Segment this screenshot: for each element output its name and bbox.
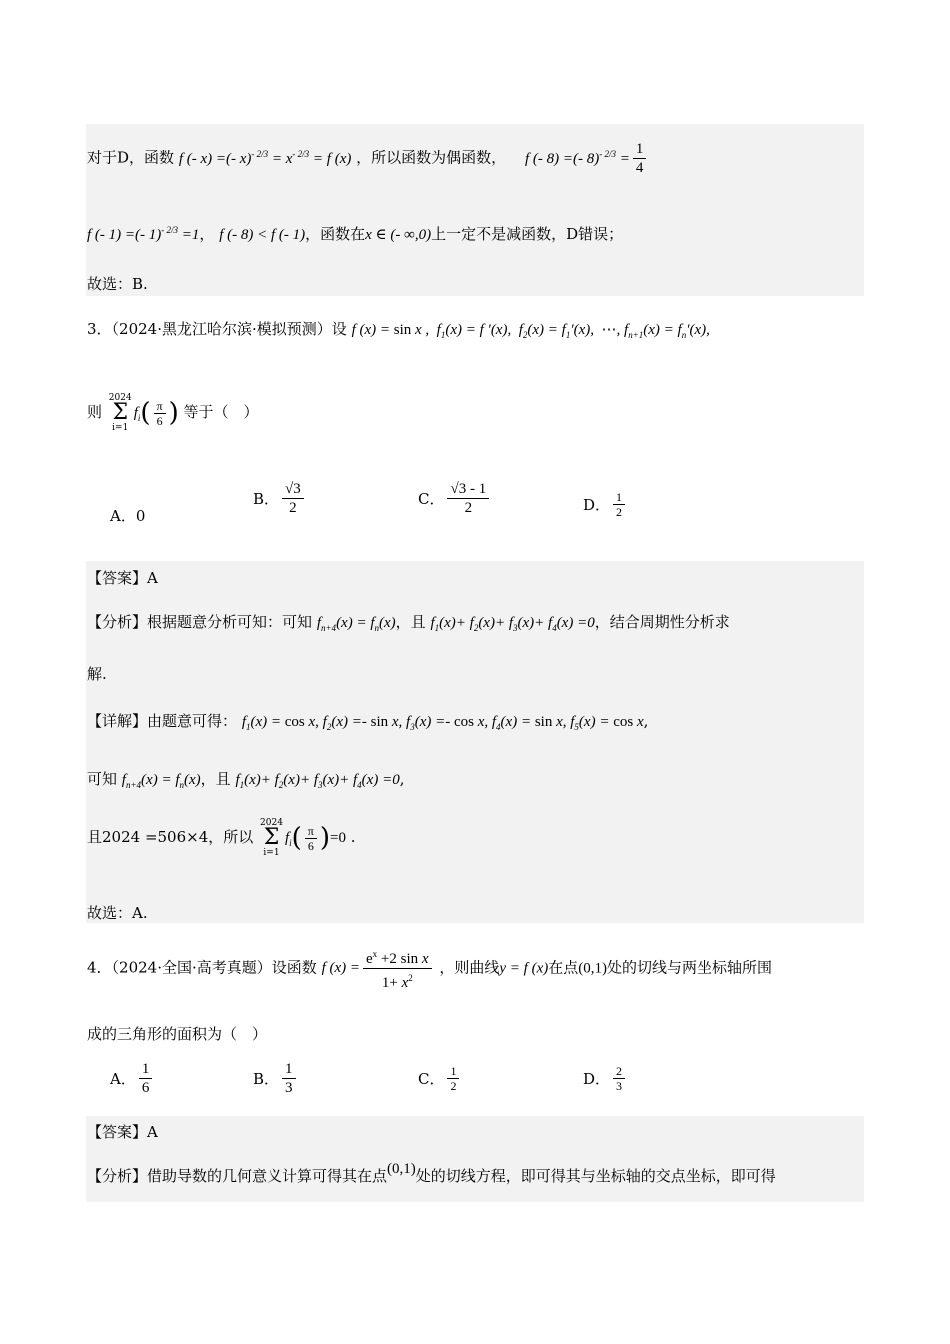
block1-conclusion: 故选：B. bbox=[87, 275, 148, 293]
formula-period: $f_{n+4}(x) = f_n(x)$ bbox=[316, 615, 396, 633]
a4-analysis: 【分析】借助导数的几何意义计算可得其在点(0,1)处的切线方程，即可得其与坐标轴的交点坐标，即可得 bbox=[87, 1161, 776, 1185]
q3-option-c[interactable]: C． $\frac{√3 - 1}{2}$ bbox=[418, 480, 492, 517]
q3-line1: 3．（2024·黑龙江哈尔滨·模拟预测）设 f (x) = sin x , $f_1(x) = f$ ′(x), $f_2(x) = f_1'(x)$, ⋯, $f_{n+1}(x) = f_n'(x)$, bbox=[87, 320, 710, 340]
formula-interval: x ∈ (- ∞,0) bbox=[365, 227, 432, 243]
formula-curve: y = f (x) bbox=[499, 960, 549, 977]
a3-line-c: 且2024 =506×4，所以 2024 Σ i=1 $f_i$( $\frac{\pi}{6}$ )=0 . bbox=[87, 818, 356, 858]
formula-inequality: f (- 8) < f (- 1) bbox=[219, 227, 306, 243]
formula-f-neg8: f (- 8) =(- 8)$^{- 2/3}$ = bbox=[524, 148, 630, 167]
formula-period-2: $f_{n+4}(x) = f_n(x)$ bbox=[121, 772, 201, 790]
a3-answer: 【答案】A bbox=[87, 569, 158, 587]
a3-analysis: 【分析】根据题意分析可知：可知 $f_{n+4}(x) = f_n(x)$，且 $f_1(x)+ f_2(x)+ f_3(x)+ f_4(x) =0$，结合周期性分析求 bbox=[87, 613, 730, 633]
q4-option-a[interactable]: A． $\frac{1}{6}$ bbox=[110, 1060, 155, 1097]
q4-line2: 成的三角形的面积为（ ） bbox=[87, 1025, 268, 1043]
q4-option-d[interactable]: D． $\frac{2}{3}$ bbox=[583, 1064, 628, 1093]
a3-analysis-cont: 解. bbox=[87, 665, 107, 683]
a3-detail: 【详解】由题意可得： $f_1(x) = \cos x$, $f_2(x) =- \sin x$, $f_3(x) =- \cos x$, $f_4(x) = \sin x$, $f_5(x) = \cos x$, bbox=[87, 712, 649, 732]
a3-line-b: 可知 $f_{n+4}(x) = f_n(x)$，且 $f_1(x)+ f_2(x)+ f_3(x)+ f_4(x) =0$, bbox=[87, 770, 405, 790]
sum-symbol-2: 2024 Σ i=1 bbox=[260, 818, 283, 858]
q4-option-b[interactable]: B． $\frac{1}{3}$ bbox=[253, 1060, 299, 1097]
a4-answer: 【答案】A bbox=[87, 1123, 158, 1141]
solution-block-shade-3 bbox=[86, 1116, 864, 1202]
fraction-q4: $\frac{e^x +2 \sin x}{1+ x^2}$ bbox=[363, 945, 432, 992]
fraction-one-quarter: $\frac{1}{4}$ bbox=[633, 140, 647, 177]
q3-line2: 则 2024 Σ i=1 $f_i$( $\frac{\pi}{6}$ ) 等于（ ） bbox=[87, 393, 259, 433]
fraction-pi-over-6: $\frac{\pi}{6}$ bbox=[154, 399, 166, 428]
formula-sum-zero-2: $f_1(x)+ f_2(x)+ f_3(x)+ f_4(x) =0$ bbox=[235, 772, 400, 790]
formula-fi: $f_i$ bbox=[133, 405, 141, 423]
q3-option-a[interactable]: A．0 bbox=[110, 507, 146, 525]
q4-option-c[interactable]: C． $\frac{1}{2}$ bbox=[418, 1064, 462, 1093]
formula-derivatives: $f_1(x) = \cos x$, $f_2(x) =- \sin x$, $f_3(x) =- \cos x$, $f_4(x) = \sin x$, $f_5(x) = \cos x$ bbox=[241, 714, 644, 732]
q3-option-d[interactable]: D． $\frac{1}{2}$ bbox=[583, 490, 628, 519]
q4-line1: 4．（2024·全国·高考真题）设函数 f (x) = $\frac{e^x +2 \sin x}{1+ x^2}$ ，则曲线y = f (x)在点(0,1)处的切线与两坐标轴所围 bbox=[87, 945, 772, 992]
formula-f-neg1: f (- 1) =(- 1)$^{- 2/3}$ =1 bbox=[87, 225, 200, 243]
q3-option-b[interactable]: B． $\frac{√3}{2}$ bbox=[253, 480, 307, 517]
block1-line2: f (- 1) =(- 1)$^{- 2/3}$ =1， f (- 8) < f (- 1)，函数在x ∈ (- ∞,0)上一定不是减函数，D错误； bbox=[87, 225, 624, 243]
block1-line1: 对于D，函数 f (- x) =(- $x)^{- 2/3} = x^{- 2/3} = f$ (x) ，所以函数为偶函数， f (- 8) =(- 8)$^{- 2/3}$ = $\frac{1}{4}$ bbox=[87, 140, 649, 177]
sum-symbol: 2024 Σ i=1 bbox=[108, 393, 132, 433]
formula-q4-function: f (x) = bbox=[321, 960, 360, 976]
formula-sum-zero: $f_1(x)+ f_2(x)+ f_3(x)+ f_4(x) =0$ bbox=[430, 615, 595, 633]
a3-conclusion: 故选：A. bbox=[87, 904, 148, 922]
formula-q3-definitions: f (x) = sin x , $f_1(x) = f$ ′(x), $f_2(x) = f_1'(x)$, ⋯, $f_{n+1}(x) = f_n'(x)$, bbox=[351, 322, 710, 340]
formula-even-function: f (- x) =(- $x)^{- 2/3} = x^{- 2/3} = f$ (x) bbox=[178, 148, 352, 167]
